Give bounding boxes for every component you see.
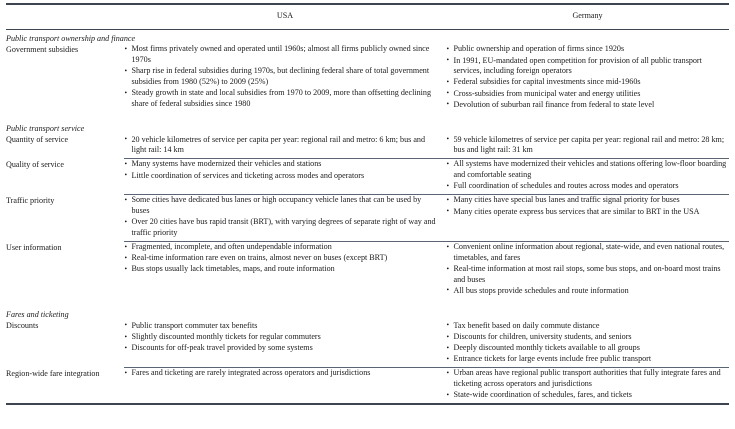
table-row xyxy=(6,159,729,195)
germany-bullet-list xyxy=(446,368,727,401)
bullet-item: • Steady growth in state and local subsidies from 1970 to 2009, more than offsetting declining share of federal subsidies since 1980 xyxy=(124,88,436,109)
usa-bullet-list xyxy=(124,44,436,109)
table-header xyxy=(6,5,729,29)
usa-bullet-list xyxy=(124,159,436,181)
row-label: Discounts xyxy=(6,321,39,331)
cell-germany xyxy=(446,195,729,241)
bullet-item: • Entrance tickets for large events include free public transport xyxy=(446,354,727,365)
section-heading-cell xyxy=(6,120,729,135)
row-label: Government subsidies xyxy=(6,44,79,54)
section-heading-row xyxy=(6,120,729,135)
section-heading-cell xyxy=(6,29,729,44)
bullet-item: • All bus stops provide schedules and route information xyxy=(446,286,727,297)
bullet-item: • Little coordination of services and ticketing across modes and operators xyxy=(124,171,436,182)
bullet-item: • Tax benefit based on daily commute distance xyxy=(446,321,727,332)
spacer-cell xyxy=(124,113,446,120)
cell-germany xyxy=(446,135,729,159)
section-heading-row xyxy=(6,306,729,321)
column-header-germany: Germany xyxy=(446,5,729,29)
section-title: Fares and ticketing xyxy=(6,309,69,319)
germany-bullet-list xyxy=(446,44,727,110)
bullet-item: • Some cities have dedicated bus lanes or high occupancy vehicle lanes that can be used by buses xyxy=(124,195,436,216)
table-bottom-rule xyxy=(6,403,729,405)
spacer-cell xyxy=(446,299,729,306)
bullet-item: • Sharp rise in federal subsidies during 1970s, but declining federal share of total government subsidies from 1980 (52%) to 2009 (25%) xyxy=(124,66,436,87)
bullet-item: • All systems have modernized their vehicles and stations offering low-floor boarding and comfortable seating xyxy=(446,159,727,180)
cell-usa xyxy=(124,242,446,299)
cell-usa xyxy=(124,44,446,113)
usa-bullet-list xyxy=(124,368,436,379)
bullet-item: • Real-time information at most rail stops, some bus stops, and on-board most trains and buses xyxy=(446,264,727,285)
table-body xyxy=(6,29,729,403)
section-title: Public transport service xyxy=(6,123,85,133)
row-label: Quantity of service xyxy=(6,135,69,145)
spacer-cell xyxy=(124,299,446,306)
row-label: Traffic priority xyxy=(6,195,55,205)
usa-bullet-list xyxy=(124,321,436,354)
bullet-item: • Fares and ticketing are rarely integrated across operators and jurisdictions xyxy=(124,368,436,379)
bullet-item: • Discounts for children, university students, and seniors xyxy=(446,332,727,343)
germany-bullet-list xyxy=(446,195,727,217)
bullet-item: • Deeply discounted monthly tickets available to all groups xyxy=(446,343,727,354)
bullet-item: • Discounts for off-peak travel provided by some systems xyxy=(124,343,436,354)
bullet-item: • Many cities operate express bus services that are similar to BRT in the USA xyxy=(446,207,727,218)
comparison-table-container xyxy=(0,3,735,429)
bullet-item: • Real-time information rare even on trains, almost never on buses (except BRT) xyxy=(124,253,436,264)
bullet-item: • Fragmented, incomplete, and often undependable information xyxy=(124,242,436,253)
cell-usa xyxy=(124,135,446,159)
row-label: Quality of service xyxy=(6,159,64,169)
header-row xyxy=(6,5,729,29)
column-header-label xyxy=(6,5,124,29)
usa-bullet-list xyxy=(124,242,436,275)
section-heading-row xyxy=(6,29,729,44)
table-row xyxy=(6,321,729,368)
bullet-item: • Cross-subsidies from municipal water and energy utilities xyxy=(446,89,727,100)
spacer-cell xyxy=(446,113,729,120)
germany-bullet-list xyxy=(446,242,727,296)
row-label: Region-wide fare integration xyxy=(6,368,100,378)
bullet-item: • State-wide coordination of schedules, fares, and tickets xyxy=(446,390,727,401)
bullet-item: • Devolution of suburban rail finance from federal to state level xyxy=(446,100,727,111)
bullet-item: • Urban areas have regional public transport authorities that fully integrate fares and ticketing across operators and jurisdictions xyxy=(446,368,727,389)
bullet-item: • Most firms privately owned and operated until 1960s; almost all firms publicly owned since 1970s xyxy=(124,44,436,65)
table-row xyxy=(6,195,729,241)
bullet-item: • Public transport commuter tax benefits xyxy=(124,321,436,332)
usa-bullet-list xyxy=(124,135,436,156)
usa-bullet-list xyxy=(124,195,436,238)
germany-bullet-list xyxy=(446,135,727,156)
cell-germany xyxy=(446,368,729,403)
cell-usa xyxy=(124,321,446,368)
table-row xyxy=(6,135,729,159)
bullet-item: • Slightly discounted monthly tickets for regular commuters xyxy=(124,332,436,343)
cell-usa xyxy=(124,159,446,195)
cell-germany xyxy=(446,159,729,195)
cell-usa xyxy=(124,195,446,241)
usa-germany-public-transport-comparison-table xyxy=(6,5,729,403)
bullet-item: • 20 vehicle kilometres of service per capita per year: regional rail and metro: 6 km; bus and light rail: 14 km xyxy=(124,135,436,156)
spacer-cell xyxy=(6,113,124,120)
section-gap xyxy=(6,113,729,120)
bullet-item: • In 1991, EU-mandated open competition for provision of all public transport services, including foreign operators xyxy=(446,56,727,77)
table-row xyxy=(6,44,729,113)
bullet-item: • Full coordination of schedules and routes across modes and operators xyxy=(446,181,727,192)
table-row xyxy=(6,242,729,299)
table-row xyxy=(6,368,729,403)
bullet-item: • Over 20 cities have bus rapid transit (BRT), with varying degrees of separate right of way and traffic priority xyxy=(124,217,436,238)
germany-bullet-list xyxy=(446,159,727,192)
column-header-usa: USA xyxy=(124,5,446,29)
cell-usa xyxy=(124,368,446,403)
bullet-item: • 59 vehicle kilometres of service per capita per year: regional rail and metro: 28 km; bus and light rail: 31 km xyxy=(446,135,727,156)
germany-bullet-list xyxy=(446,321,727,365)
bullet-item: • Convenient online information about regional, state-wide, and even national routes, timetables, and fares xyxy=(446,242,727,263)
cell-germany xyxy=(446,44,729,113)
bullet-item: • Federal subsidies for capital investments since mid-1960s xyxy=(446,77,727,88)
bullet-item: • Bus stops usually lack timetables, maps, and route information xyxy=(124,264,436,275)
spacer-cell xyxy=(6,299,124,306)
section-gap xyxy=(6,299,729,306)
bullet-item: • Many cities have special bus lanes and traffic signal priority for buses xyxy=(446,195,727,206)
bullet-item: • Many systems have modernized their vehicles and stations xyxy=(124,159,436,170)
row-label: User information xyxy=(6,242,62,252)
cell-germany xyxy=(446,321,729,368)
section-heading-cell xyxy=(6,306,729,321)
cell-germany xyxy=(446,242,729,299)
section-title: Public transport ownership and finance xyxy=(6,33,136,43)
bullet-item: • Public ownership and operation of firms since 1920s xyxy=(446,44,727,55)
